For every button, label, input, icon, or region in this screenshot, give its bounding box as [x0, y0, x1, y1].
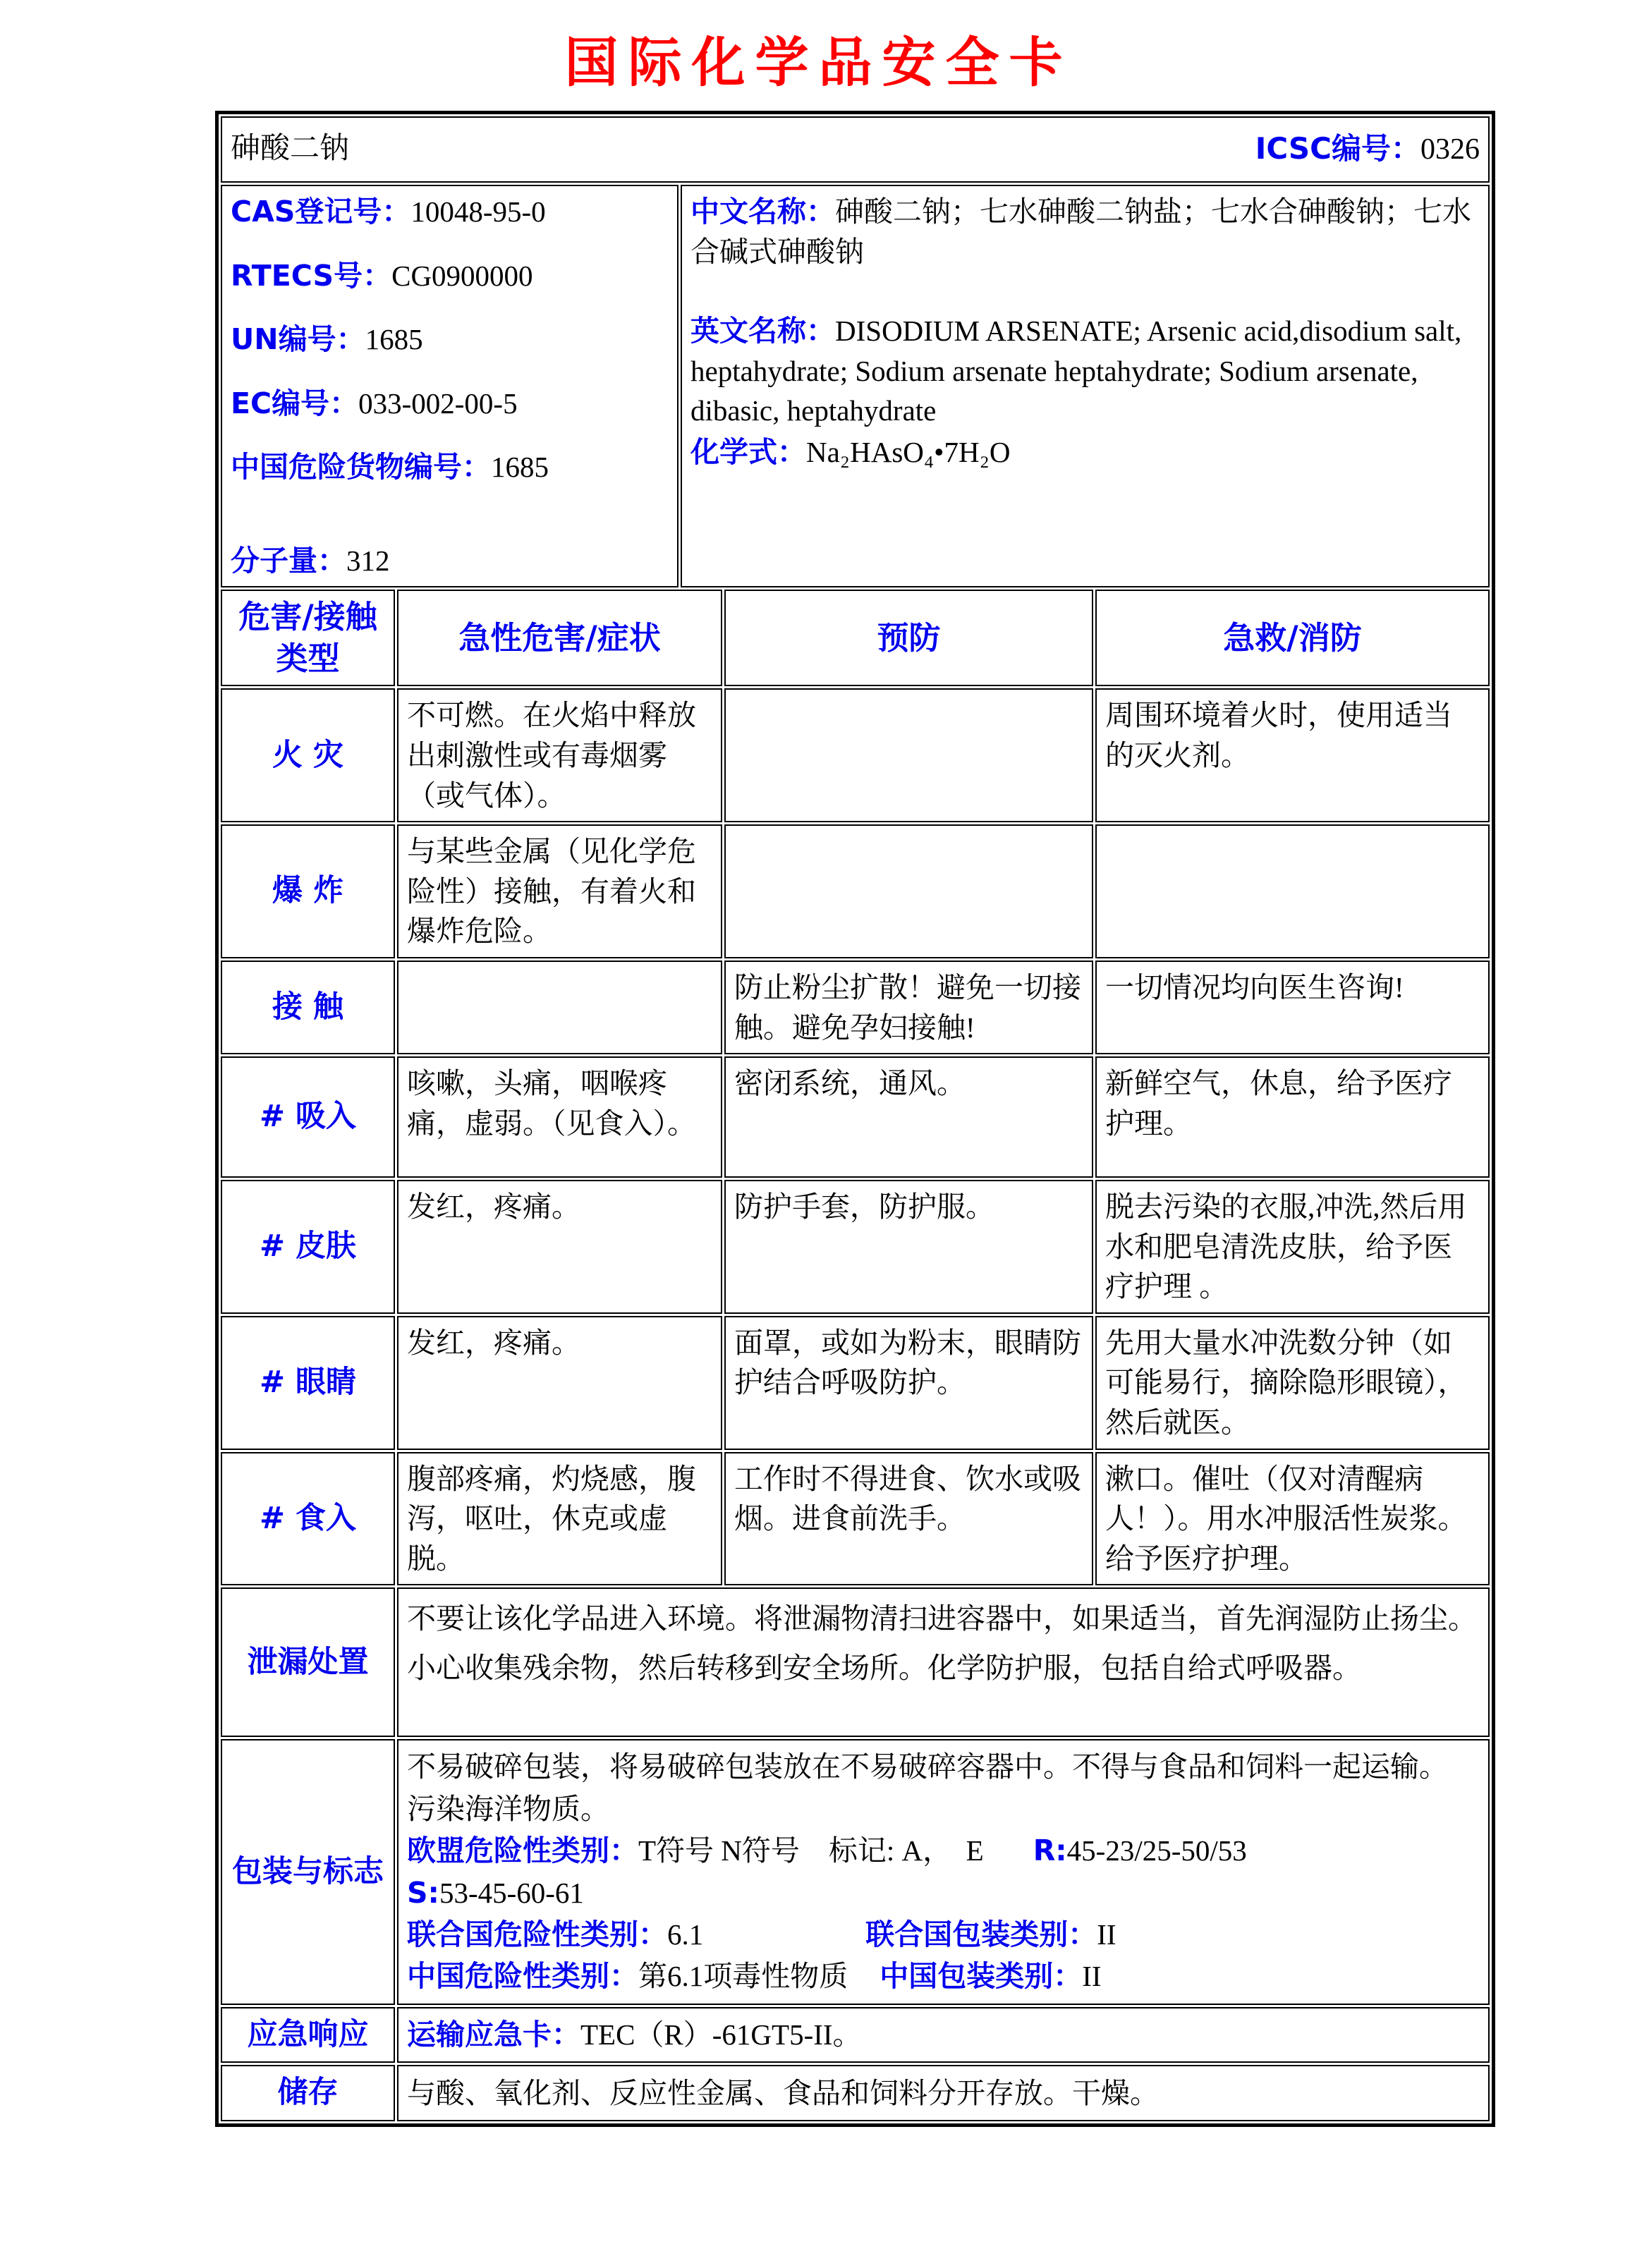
packaging-eu-line [407, 1830, 1480, 1872]
row-label-skin: # 皮肤 [221, 1180, 395, 1314]
identifiers-cell [221, 185, 678, 587]
formula-value: Na₂HAsO₄•7H₂O [806, 435, 1011, 468]
cn-names-value: 砷酸二钠；七水砷酸二钠盐；七水合砷酸钠；七水合碱式砷酸钠 [690, 195, 1471, 268]
emergency-row [221, 2007, 1490, 2063]
identifier-label: CAS登记号： [231, 195, 411, 228]
contact-prevention: 防止粉尘扩散！避免一切接触。避免孕妇接触! [724, 961, 1093, 1054]
contact-firstaid: 一切情况均向医生咨询! [1095, 961, 1490, 1054]
identifier-label: EC编号： [231, 386, 359, 420]
chemical-formula [690, 432, 1480, 472]
icsc-card [215, 111, 1495, 2127]
un-class-value: 6.1 [667, 1918, 704, 1951]
identifier-cas [231, 192, 669, 232]
un-pack-label: 联合国包装类别： [865, 1918, 1097, 1952]
packaging-content [397, 1739, 1490, 2005]
un-pack-value: II [1097, 1918, 1116, 1951]
spill-text: 不要让该化学品进入环境。将泄漏物清扫进容器中，如果适当，首先润湿防止扬尘。小心收集残余物，然后转移到安全场所。化学防护服，包括自给式呼吸器。 [397, 1587, 1490, 1737]
identity-row [221, 185, 1490, 587]
ingestion-firstaid: 漱口。催吐（仅对清醒病人！）。用水冲服活性炭浆。给予医疗护理。 [1095, 1452, 1490, 1586]
contact-symptoms [397, 961, 722, 1054]
inhalation-firstaid: 新鲜空气，休息，给予医疗护理。 [1095, 1056, 1490, 1178]
col-header-prevention: 预防 [724, 590, 1093, 686]
fire-symptoms: 不可燃。在火焰中释放出刺激性或有毒烟雾（或气体）。 [397, 688, 722, 822]
icsc-number-group [1255, 128, 1480, 171]
chemical-name: 砷酸二钠 [231, 133, 350, 166]
identifier-value: 1685 [491, 451, 549, 484]
hazard-row-explosion [221, 824, 1490, 958]
skin-firstaid: 脱去污染的衣服,冲洗,然后用水和肥皂清洗皮肤，给予医疗护理 。 [1095, 1180, 1490, 1314]
row-label-inhalation: # 吸入 [221, 1056, 395, 1178]
ingestion-symptoms: 腹部疼痛，灼烧感，腹泻，呕吐，休克或虚脱。 [397, 1452, 722, 1586]
hazard-row-fire [221, 688, 1490, 822]
identifier-cn-dangerous-goods [231, 447, 669, 487]
eyes-prevention: 面罩，或如为粉末，眼睛防护结合呼吸防护。 [724, 1316, 1093, 1450]
identifier-ec [231, 384, 669, 424]
packaging-line1: 不易破碎包装，将易破碎包装放在不易破碎容器中。不得与食品和饲料一起运输。 污染海洋物质。 [407, 1750, 1463, 1825]
identifier-molecular-weight [231, 541, 669, 581]
identifier-label: RTECS号： [231, 258, 392, 293]
row-label-fire: 火 灾 [221, 688, 395, 822]
storage-text: 与酸、氧化剂、反应性金属、食品和饲料分开存放。干燥。 [397, 2065, 1490, 2121]
identifier-value: CG0900000 [391, 259, 533, 292]
identifier-label: 中国危险货物编号： [231, 450, 491, 484]
skin-prevention: 防护手套，防护服。 [724, 1180, 1093, 1314]
spill-row [221, 1587, 1490, 1737]
packaging-cn-line [407, 1956, 1480, 1997]
packaging-row [221, 1739, 1490, 2005]
storage-row [221, 2065, 1490, 2121]
eu-class-label: 欧盟危险性类别： [407, 1834, 638, 1868]
fire-prevention [724, 688, 1093, 822]
cn-pack-value: II [1082, 1960, 1102, 1993]
explosion-symptoms: 与某些金属（见化学危险性）接触，有着火和爆炸危险。 [397, 824, 722, 958]
page-title: 国际化学品安全卡 [564, 31, 1073, 94]
packaging-un-line [407, 1914, 1480, 1956]
hazard-row-ingestion [221, 1452, 1490, 1586]
hazard-row-inhalation [221, 1056, 1490, 1178]
inhalation-symptoms: 咳嗽，头痛，咽喉疼痛，虚弱。（见食入）。 [397, 1056, 722, 1178]
packaging-s-line [407, 1872, 1480, 1914]
chinese-names [690, 192, 1480, 272]
emergency-content [397, 2007, 1490, 2063]
col-header-symptoms: 急性危害/症状 [397, 590, 722, 686]
icsc-label: ICSC编号： [1255, 131, 1420, 166]
identifier-value: 312 [346, 544, 390, 577]
names-cell [681, 185, 1490, 587]
eu-class-value: T符号 N符号 标记: A， E [638, 1834, 984, 1867]
hazard-row-contact [221, 961, 1490, 1054]
hazard-header-row [221, 590, 1490, 686]
english-names [690, 311, 1480, 431]
cn-pack-label: 中国包装类别： [880, 1959, 1083, 1994]
cn-class-value: 第6.1项毒性物质 [638, 1960, 848, 1993]
identifier-value: 1685 [365, 323, 423, 356]
r-phrases-value: 45-23/25-50/53 [1066, 1834, 1247, 1867]
ingestion-prevention: 工作时不得进食、饮水或吸烟。进食前洗手。 [724, 1452, 1093, 1586]
identifier-value: 10048-95-0 [410, 195, 546, 228]
fire-firstaid: 周围环境着火时，使用适当的灭火剂。 [1095, 688, 1490, 822]
col-header-firstaid: 急救/消防 [1095, 590, 1490, 686]
skin-symptoms: 发红，疼痛。 [397, 1180, 722, 1314]
identifier-label: 分子量： [231, 543, 346, 578]
explosion-prevention [724, 824, 1093, 958]
eyes-firstaid: 先用大量水冲洗数分钟（如可能易行，摘除隐形眼镜），然后就医。 [1095, 1316, 1490, 1450]
s-phrases-value: 53-45-60-61 [439, 1876, 584, 1909]
eyes-symptoms: 发红，疼痛。 [397, 1316, 722, 1450]
identifier-label: UN编号： [231, 322, 365, 357]
hazard-row-skin [221, 1180, 1490, 1314]
formula-label: 化学式： [690, 434, 806, 469]
header-row [221, 116, 1490, 183]
transport-card-value: TEC（R）-61GT5-II。 [580, 2018, 862, 2051]
identifier-rtecs [231, 256, 669, 296]
row-label-ingestion: # 食入 [221, 1452, 395, 1586]
identifier-un [231, 319, 669, 360]
icsc-number: 0326 [1420, 133, 1480, 166]
transport-card-label: 运输应急卡： [407, 2018, 580, 2052]
col-header-hazard-type: 危害/接触类型 [221, 590, 395, 686]
row-label-explosion: 爆 炸 [221, 824, 395, 958]
cn-names-label: 中文名称： [690, 195, 835, 228]
cn-class-label: 中国危险性类别： [407, 1959, 638, 1994]
explosion-firstaid [1095, 824, 1490, 958]
inhalation-prevention: 密闭系统，通风。 [724, 1056, 1093, 1178]
en-names-value: DISODIUM ARSENATE; Arsenic acid,disodium salt, heptahydrate; Sodium arsenate heptahydrate; Sodium arsenate, dibasic, heptahydrate [690, 315, 1462, 427]
s-phrases-label: S: [407, 1875, 439, 1910]
row-label-emergency: 应急响应 [221, 2007, 395, 2063]
un-class-label: 联合国危险性类别： [407, 1918, 667, 1952]
header-cell [221, 116, 1490, 183]
row-label-contact: 接 触 [221, 961, 395, 1054]
row-label-spill: 泄漏处置 [221, 1587, 395, 1737]
row-label-eyes: # 眼睛 [221, 1316, 395, 1450]
row-label-storage: 储存 [221, 2065, 395, 2121]
en-names-label: 英文名称： [690, 314, 835, 348]
hazard-row-eyes [221, 1316, 1490, 1450]
row-label-packaging: 包装与标志 [221, 1739, 395, 2005]
r-phrases-label: R: [1033, 1834, 1067, 1868]
identifier-value: 033-002-00-5 [358, 386, 518, 420]
